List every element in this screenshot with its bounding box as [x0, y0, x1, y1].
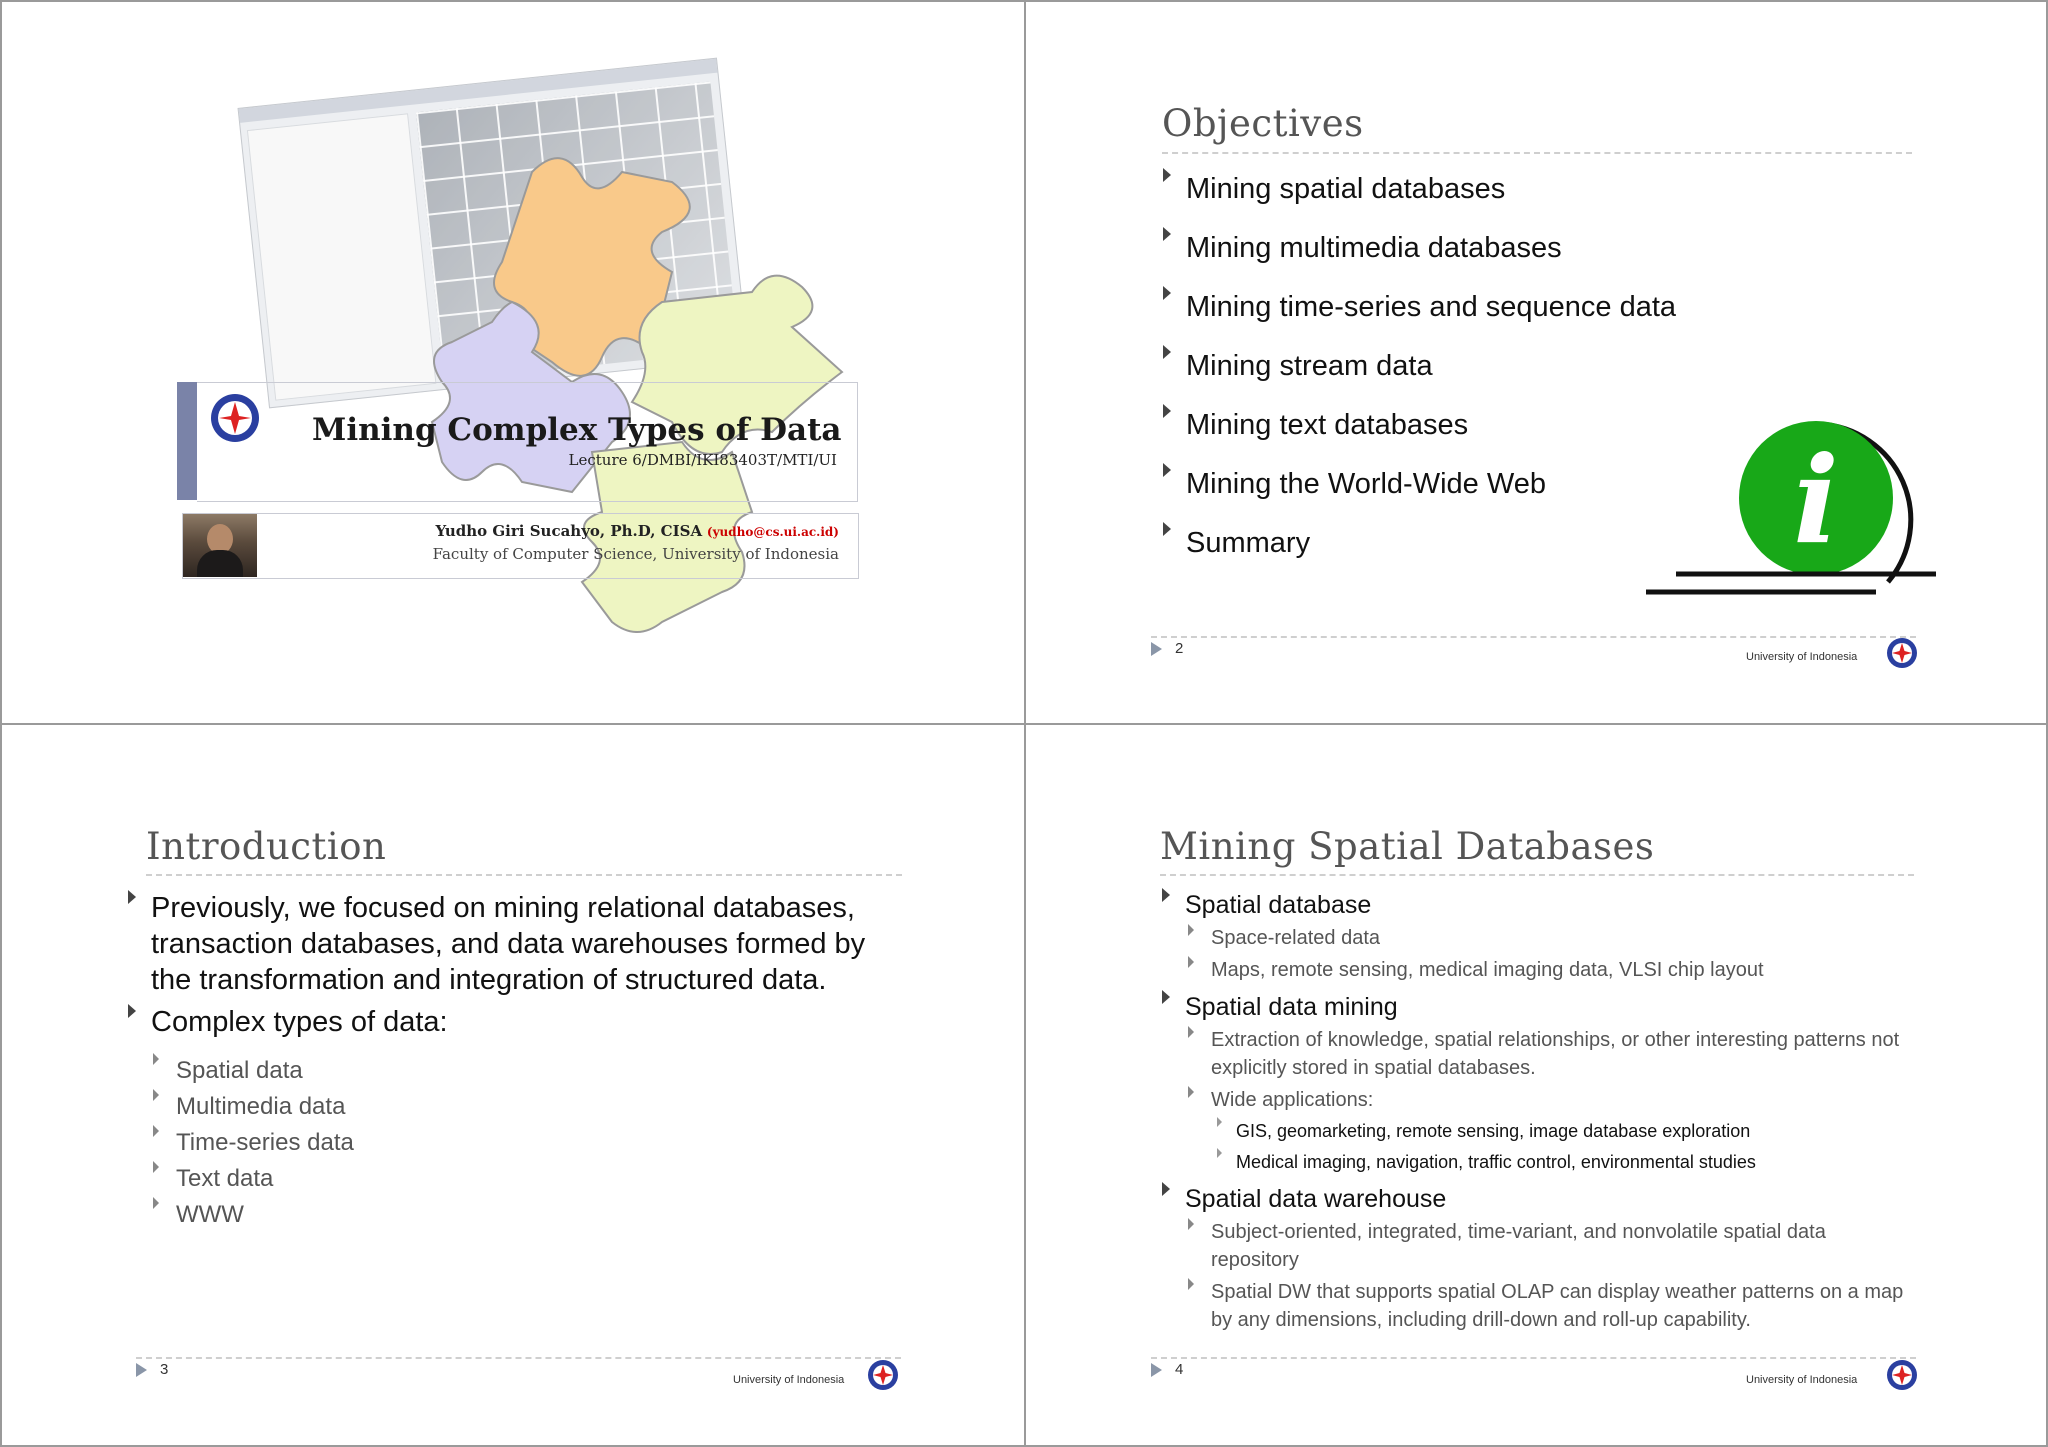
list-item: Wide applications: — [1211, 1086, 1910, 1114]
slide-title: Introduction — [146, 825, 387, 868]
list-item: Multimedia data — [176, 1089, 354, 1125]
page-arrow-icon — [136, 1363, 147, 1377]
intro-list — [151, 890, 896, 1046]
page-number: 3 — [160, 1361, 169, 1378]
list-item: Subject-oriented, integrated, time-variant, and nonvolatile spatial data repository — [1211, 1218, 1910, 1274]
title-accent-bar — [177, 382, 197, 500]
footer-university: University of Indonesia — [1746, 651, 1858, 663]
list-item: Text data — [176, 1161, 354, 1197]
spatial-content — [1185, 888, 1910, 1334]
author-email-link[interactable]: (yudho@cs.ui.ac.id) — [706, 525, 839, 539]
list-item: Complex types of data: — [151, 1004, 896, 1040]
list-item: Mining text databases — [1186, 404, 1676, 463]
author-name-line — [282, 522, 839, 540]
university-seal-logo — [206, 392, 264, 444]
slide-1-title — [2, 2, 1024, 723]
list-item: Medical imaging, navigation, traffic control, environmental studies — [1236, 1148, 1910, 1176]
footer-rule — [136, 1357, 901, 1359]
slide-3-introduction — [2, 725, 1024, 1445]
list-item: GIS, geomarketing, remote sensing, image database exploration — [1236, 1117, 1910, 1145]
complex-types-list — [176, 1053, 354, 1233]
title-rule — [1162, 152, 1912, 154]
list-item: Time-series data — [176, 1125, 354, 1161]
author-affiliation: Faculty of Computer Science, University of Indonesia — [432, 545, 839, 563]
slide-2-objectives — [1026, 2, 2046, 723]
list-item: Spatial database — [1185, 888, 1910, 922]
author-photo — [183, 514, 257, 577]
title-rule — [1160, 874, 1914, 876]
slide-1-main-title: Mining Complex Types of Data — [312, 412, 842, 448]
slide-1-subtitle: Lecture 6/DMBI/IKI83403T/MTI/UI — [568, 451, 837, 469]
list-item: Spatial data mining — [1185, 990, 1910, 1024]
list-item: Spatial data — [176, 1053, 354, 1089]
list-item: Mining time-series and sequence data — [1186, 286, 1676, 345]
author-name: Yudho Giri Sucahyo, Ph.D, CISA — [435, 522, 703, 540]
page-number: 2 — [1175, 640, 1184, 657]
list-item: Mining multimedia databases — [1186, 227, 1676, 286]
list-item: Mining the World-Wide Web — [1186, 463, 1676, 522]
university-logo-icon — [1883, 636, 1921, 670]
list-item: WWW — [176, 1197, 354, 1233]
slide-4-mining-spatial-databases — [1026, 725, 2046, 1445]
objectives-list — [1186, 168, 1676, 581]
slide-title: Objectives — [1162, 102, 1364, 145]
footer-university: University of Indonesia — [733, 1374, 845, 1386]
title-rule — [146, 874, 902, 876]
university-logo-icon — [1883, 1358, 1921, 1392]
list-item: Mining stream data — [1186, 345, 1676, 404]
page-arrow-icon — [1151, 1363, 1162, 1377]
footer-university: University of Indonesia — [1746, 1374, 1858, 1386]
list-item: Mining spatial databases — [1186, 168, 1676, 227]
info-icon-letter: i — [1793, 430, 1839, 571]
list-item: Extraction of knowledge, spatial relationships, or other interesting patterns not explicitly stored in spatial databases. — [1211, 1026, 1910, 1082]
footer-rule — [1151, 636, 1916, 638]
university-logo-icon — [864, 1358, 902, 1392]
list-item: Previously, we focused on mining relational databases, transaction databases, and data warehouses formed by the transformation and integration of structured data. — [151, 890, 896, 998]
slide-title: Mining Spatial Databases — [1160, 825, 1655, 868]
footer-rule — [1151, 1357, 1916, 1359]
list-item: Spatial data warehouse — [1185, 1182, 1910, 1216]
list-item: Spatial DW that supports spatial OLAP can display weather patterns on a map by any dimensions, including drill-down and roll-up capability. — [1211, 1278, 1910, 1334]
page-number: 4 — [1175, 1361, 1184, 1378]
list-item: Space-related data — [1211, 924, 1910, 952]
info-icon — [1636, 412, 1936, 632]
page-arrow-icon — [1151, 642, 1162, 656]
list-item: Maps, remote sensing, medical imaging data, VLSI chip layout — [1211, 956, 1910, 984]
list-item: Summary — [1186, 522, 1676, 581]
